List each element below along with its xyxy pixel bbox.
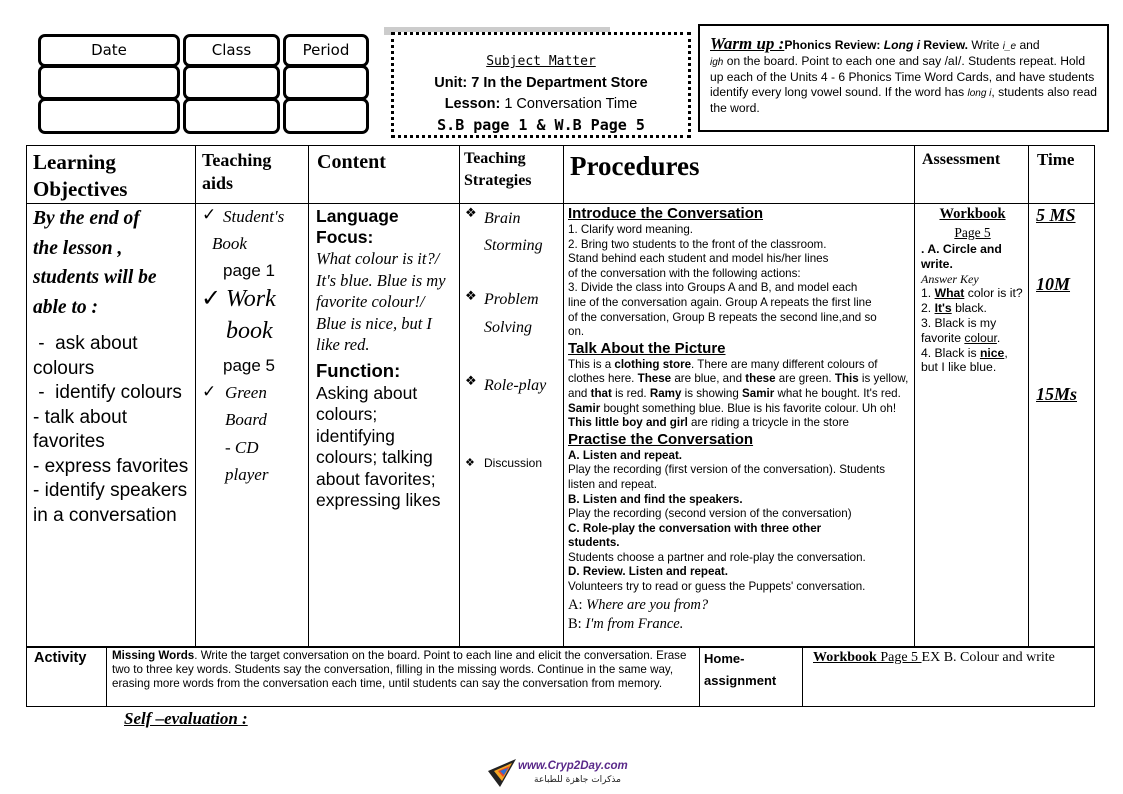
warm-up-long-i: long i — [967, 88, 992, 99]
step-b-title: B. Listen and find the speakers. — [568, 492, 743, 506]
activity-row — [27, 647, 1095, 707]
strategies-header — [460, 146, 563, 192]
page-refs: S.B page 1 & W.B Page 5 — [437, 116, 645, 134]
check-icon: ✓ — [202, 205, 217, 225]
home-task: EX B. Colour and write — [921, 650, 1055, 665]
intro-conversation-title: Introduce the Conversation — [568, 205, 764, 222]
language-focus-title: Language Focus: — [316, 206, 399, 247]
strategy-item: Role-play — [484, 377, 547, 394]
dialog-text-b: I'm from France. — [585, 615, 684, 632]
warm-up-text3: on the board. Point to each one and say /aI/. Students repeat. Hold up each of the Units 4 - 6 Phonics Time Word Cards, and have students identify every long vowel sound. If the word has — [710, 54, 1095, 99]
pic-text: are riding a tricycle in the store — [687, 416, 849, 430]
objective-item: - identify speakers in a conversation — [33, 480, 188, 526]
assessment-page: Page 5 — [954, 225, 991, 240]
date-label: Date — [91, 41, 127, 59]
warm-up-subtitle-end: Review. — [920, 38, 969, 52]
aids-header-cell — [196, 146, 309, 204]
date-header — [38, 34, 180, 67]
content-header-cell — [309, 146, 460, 204]
pic-text: is red. — [611, 386, 650, 400]
objectives-header — [27, 146, 195, 203]
ans-text: color is it? — [964, 286, 1023, 301]
strategies-cell — [460, 204, 564, 648]
activity-text — [107, 647, 699, 692]
step-b-text: Play the recording (second version of the conversation) — [568, 507, 852, 521]
objectives-intro-4: able to : — [33, 296, 98, 318]
time-cell — [1029, 204, 1095, 648]
procedure-line: line of the conversation again. Group A repeats the first line — [568, 295, 872, 309]
content-header: Content — [317, 151, 386, 173]
strategy-item: Discussion — [484, 456, 543, 470]
language-focus-text: What colour is it?/ It's blue. Blue is my favorite colour!/ Blue is nice, but I like red. — [316, 249, 446, 354]
pic-text: bought something blue. Blue is his favorite colour. Uh oh! — [600, 401, 897, 415]
step-c-text: Students choose a partner and role-play the conversation. — [568, 550, 866, 564]
ans-text: 1. — [921, 286, 935, 301]
strategies-header-line1: Teaching — [464, 150, 526, 167]
home-label-cell — [700, 647, 803, 707]
procedure-line: of the conversation with the following actions: — [568, 266, 801, 280]
subject-title: Subject Matter — [486, 54, 596, 69]
strategies-header-line2: Strategies — [464, 172, 532, 189]
procedure-line: Stand behind each student and model his/her lines — [568, 252, 829, 266]
procedure-line: 1. Clarify word meaning. — [568, 223, 694, 236]
objective-item: - express favorites — [33, 455, 189, 477]
warm-up-subtitle-italic: Long i — [883, 38, 921, 52]
unit-label: Unit: 7 In the Department Store — [434, 75, 648, 91]
activity-label: Activity — [34, 650, 87, 666]
procedure-line: on. — [568, 325, 585, 339]
answer-3 — [921, 316, 1024, 346]
dialog-line-b — [568, 615, 909, 634]
activity-table — [26, 646, 1095, 707]
aid-workbook-line2: book — [226, 318, 273, 344]
objectives-header-line1: Learning — [33, 150, 116, 174]
pic-bold: This — [834, 372, 859, 386]
lesson-line — [394, 95, 688, 113]
procedures-header-cell — [564, 146, 915, 204]
ans-bold: nice — [979, 345, 1005, 360]
aids-content — [196, 204, 308, 644]
talk-picture-title: Talk About the Picture — [568, 339, 726, 357]
procedure-line: 2. Bring two students to the front of the classroom. — [568, 237, 827, 251]
period-header — [283, 34, 369, 67]
pic-text: are blue, and — [671, 372, 746, 386]
diamond-bullet-icon: ❖ — [465, 374, 477, 389]
class-label: Class — [211, 41, 252, 59]
aids-cell — [196, 204, 309, 648]
objectives-header-line2: Objectives — [33, 177, 128, 201]
warm-up-text4: , students also read the word. — [710, 85, 1097, 115]
date-field-2[interactable] — [38, 98, 180, 134]
dialog-prefix-a: A: — [568, 596, 587, 613]
dialog-line-a — [568, 596, 909, 615]
assessment-header-cell — [915, 146, 1029, 204]
warm-up-ie: i_e — [1002, 41, 1017, 52]
home-workbook: Workbook — [813, 650, 877, 665]
objective-item: - ask about colours — [33, 333, 143, 379]
ans-text: 3. Black is my favorite — [921, 315, 997, 345]
pic-text: is showing — [681, 386, 743, 400]
logo-icon — [486, 757, 518, 789]
aid-board-line2: Board — [225, 410, 267, 429]
time-body — [1029, 204, 1094, 644]
lesson-value: 1 Conversation Time — [504, 96, 638, 112]
home-page: Page 5 — [876, 650, 922, 665]
home-assignment-text — [803, 647, 1094, 667]
pic-text: are green. — [775, 372, 835, 386]
aids-header-line1: Teaching — [202, 150, 272, 170]
warm-up-subtitle: Phonics Review: — [784, 38, 884, 52]
self-evaluation-label: Self –evaluation : — [124, 709, 248, 728]
aid-book-line1: Student's — [223, 207, 285, 226]
class-header — [183, 34, 280, 67]
pic-text: This is a — [568, 357, 615, 371]
objectives-intro-1: By the end of — [33, 208, 140, 229]
warm-up-title: Warm up : — [710, 34, 785, 53]
function-title: Function: — [316, 359, 401, 381]
activity-text-cell — [107, 647, 700, 707]
class-field-2[interactable] — [183, 98, 280, 134]
warm-up-igh: igh — [710, 57, 724, 68]
objectives-cell — [27, 204, 196, 648]
time-value: 5 MS — [1036, 205, 1076, 225]
answer-2 — [921, 301, 1024, 316]
dialog-prefix-b: B: — [568, 615, 586, 632]
warm-up-box — [698, 24, 1109, 132]
warm-up-text2: and — [1016, 38, 1040, 52]
diamond-bullet-icon: ❖ — [465, 456, 475, 469]
aid-board-line1: Green — [225, 383, 267, 402]
activity-title: Missing Words — [112, 649, 195, 662]
pic-bold: Samir — [742, 386, 775, 400]
aid-book-page: page 1 — [223, 261, 275, 280]
answer-4 — [921, 346, 1024, 376]
period-field-2[interactable] — [283, 98, 369, 134]
date-field-1[interactable] — [38, 65, 180, 100]
assessment-header: Assessment — [922, 151, 1001, 168]
function-text: Asking about colours; identifying colours; talking about favorites; expressing likes — [316, 382, 441, 510]
content-body — [309, 204, 459, 512]
objectives-header-cell — [27, 146, 196, 204]
aid-cd-line1: - CD — [225, 438, 259, 457]
aids-header — [196, 146, 308, 195]
time-value: 10M — [1036, 274, 1071, 294]
ans-bold: It's — [934, 301, 952, 316]
home-assignment-label: Home-assignment — [704, 651, 777, 688]
assessment-task: . A. Circle and write. — [921, 242, 1002, 271]
practise-conversation-title: Practise the Conversation — [568, 430, 754, 448]
picture-description — [568, 358, 909, 431]
activity-description: . Write the target conversation on the board. Point to each line and elicit the conversation. Erase two to three key words. Students say the conversation, filling in the missing words. Continue in the same way, erasing more words from the conversation each time, until students can say the conversation from memory. — [112, 649, 687, 691]
step-c-title: C. Role-play the conversation with three other students. — [568, 521, 822, 550]
lesson-prefix: Lesson: — [444, 96, 501, 112]
ans-bold: What — [934, 286, 965, 301]
aids-header-line2: aids — [202, 173, 234, 193]
objectives-list — [27, 322, 195, 528]
procedures-cell — [564, 204, 915, 648]
content-cell — [309, 204, 460, 648]
pic-bold: Samir — [568, 401, 601, 415]
dialog-text-a: Where are you from? — [586, 596, 709, 613]
pic-bold: These — [637, 372, 672, 386]
step-d-title: D. Review. Listen and repeat. — [568, 565, 728, 579]
ans-text: . — [996, 330, 1001, 345]
aid-workbook-line1: Work — [226, 286, 276, 312]
assessment-workbook-title: Workbook — [939, 206, 1006, 222]
pic-text: . There are many different colours of clothes here. — [568, 357, 878, 386]
pic-bold: Ramy — [649, 386, 682, 400]
body-row — [27, 204, 1095, 648]
step-a-title: A. Listen and repeat. — [568, 448, 683, 462]
aid-book-line2: Book — [212, 234, 247, 253]
procedures-body — [564, 204, 914, 634]
aid-cd-line2: player — [225, 465, 269, 484]
procedure-line: 3. Divide the class into Groups A and B, and model each — [568, 281, 858, 295]
aid-workbook-page: page 5 — [223, 356, 275, 375]
check-icon: ✓ — [201, 284, 222, 312]
step-d-text: Volunteers try to read or guess the Puppets' conversation. — [568, 580, 866, 594]
ans-text: 4. Black is — [921, 345, 980, 360]
objective-item: - talk about favorites — [33, 406, 127, 452]
lesson-plan-table — [26, 145, 1095, 648]
answer-1 — [921, 286, 1024, 301]
ans-underline: colour — [964, 330, 997, 345]
activity-label-cell — [27, 647, 107, 707]
diamond-bullet-icon: ❖ — [465, 206, 477, 221]
procedure-line: of the conversation, Group B repeats the second line,and so — [568, 310, 877, 324]
time-header: Time — [1037, 150, 1075, 169]
strategies-header-cell — [460, 146, 564, 204]
pic-text: is yellow, and — [568, 372, 909, 400]
strategy-item: Problem Solving — [484, 291, 539, 336]
ans-text: , but I like blue. — [921, 345, 1008, 375]
answer-key-label: Answer Key — [921, 271, 979, 286]
subject-matter-box — [391, 32, 691, 138]
pic-bold: clothing store — [614, 357, 692, 371]
strategy-item: Brain Storming — [484, 210, 543, 254]
objectives-intro-3: students will be — [33, 267, 157, 288]
ans-text: 2. — [921, 301, 935, 316]
time-header-cell — [1029, 146, 1095, 204]
period-field-1[interactable] — [283, 65, 369, 100]
pic-text: what he bought. It's red. — [774, 386, 901, 400]
warm-up-text1: Write — [968, 38, 1003, 52]
site-logo — [486, 752, 646, 792]
logo-subtitle: مذكرات جاهزة للطباعة — [534, 775, 621, 785]
header-row — [27, 146, 1095, 204]
step-a-text: Play the recording (first version of the conversation). Students listen and repeat. — [568, 463, 886, 491]
procedures-header: Procedures — [570, 151, 700, 181]
ans-text: black. — [951, 301, 987, 316]
diamond-bullet-icon: ❖ — [465, 289, 477, 304]
objectives-intro-2: the lesson , — [33, 237, 123, 259]
time-value: 15Ms — [1036, 384, 1078, 404]
pic-bold: This little boy and girl — [568, 416, 688, 430]
objectives-intro — [27, 204, 195, 322]
objective-item: - identify colours — [33, 382, 182, 403]
assessment-cell — [915, 204, 1029, 648]
assessment-body — [915, 205, 1028, 375]
strategies-content — [460, 204, 563, 644]
period-label: Period — [302, 41, 350, 59]
home-text-cell — [803, 647, 1095, 707]
pic-bold: these — [745, 372, 776, 386]
logo-url: www.Cryp2Day.com — [518, 760, 628, 772]
check-icon: ✓ — [202, 382, 217, 402]
pic-bold: that — [590, 386, 612, 400]
class-field-1[interactable] — [183, 65, 280, 100]
